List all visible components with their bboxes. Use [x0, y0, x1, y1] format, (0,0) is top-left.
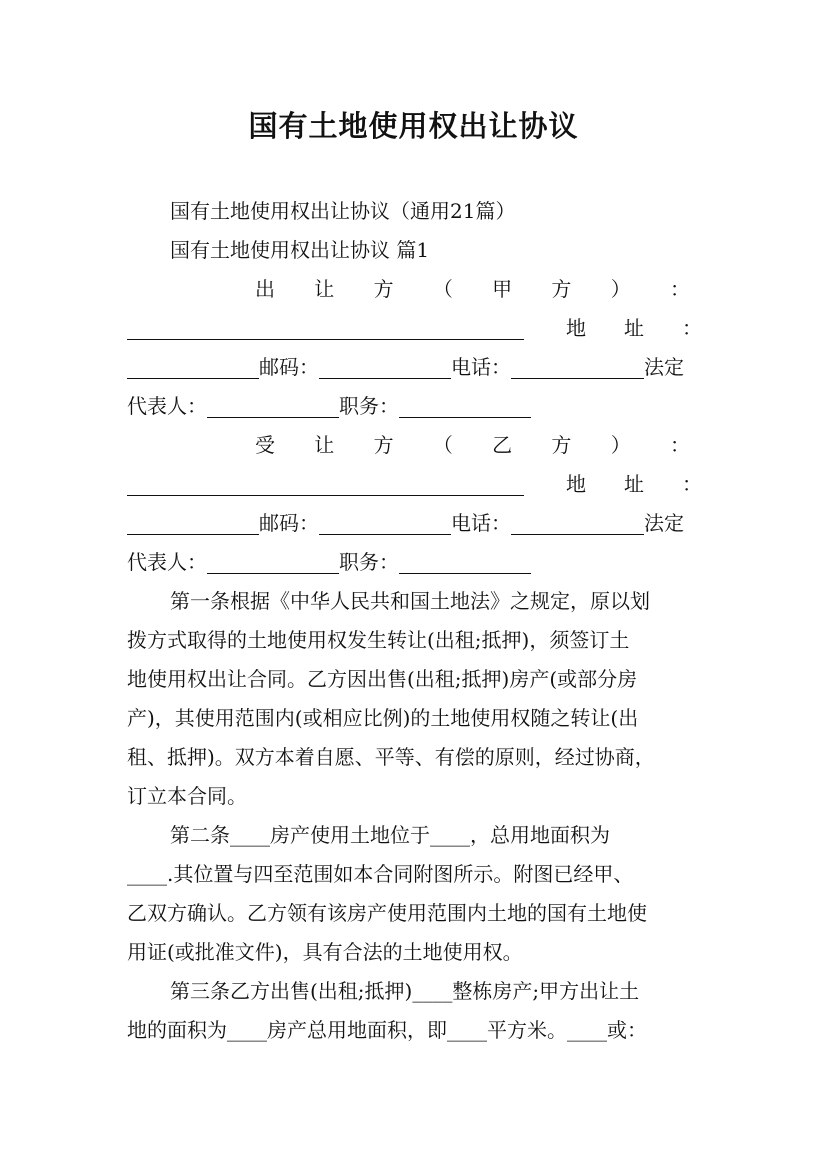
party-b-address-blank[interactable] [127, 512, 259, 535]
party-a-char: ： [669, 277, 690, 301]
address-label: 址 [624, 472, 644, 496]
address-label: 址 [624, 316, 644, 340]
chapter-heading: 国有土地使用权出让协议 篇1 [170, 238, 430, 262]
address-label: 地 [566, 472, 586, 496]
article1-line: 地使用权出让合同。乙方因出售(出租;抵押)房产(或部分房 [127, 667, 638, 691]
postcode-label: 邮码： [259, 511, 319, 535]
legal-rep-label: 代表人： [127, 550, 207, 574]
party-b-address-row [127, 472, 702, 496]
postcode-label: 邮码： [259, 355, 319, 379]
article1-line: 拨方式取得的土地使用权发生转让(出租;抵押)，须签订土 [127, 628, 630, 652]
party-b-position-blank[interactable] [399, 551, 531, 574]
article2-line: 乙双方确认。乙方领有该房产使用范围内土地的国有土地使 [127, 901, 647, 925]
party-a-rep-row [127, 394, 702, 418]
address-colon: ： [682, 316, 702, 340]
article2-line: 用证(或批准文件)，具有合法的土地使用权。 [127, 940, 523, 964]
party-b-rep-row [127, 550, 702, 574]
document-subtitle: 国有土地使用权出让协议（通用21篇） [170, 199, 516, 223]
party-b-char: （ [432, 433, 453, 457]
party-b-rep-blank[interactable] [207, 551, 339, 574]
party-b-phone-blank[interactable] [511, 512, 644, 535]
party-a-char: （ [432, 277, 453, 301]
phone-label: 电话： [451, 511, 511, 535]
legal-rep-label: 代表人： [127, 394, 207, 418]
party-a-address-row [127, 316, 702, 340]
document-title: 国有土地使用权出让协议 [248, 109, 579, 143]
address-label: 地 [566, 316, 586, 340]
article1-line: 产)，其使用范围内(或相应比例)的土地使用权随之转让(出 [127, 706, 639, 730]
article3-line: 第三条乙方出售(出租;抵押)____整栋房产;甲方出让土 [170, 979, 640, 1003]
party-a-heading [255, 277, 690, 301]
party-b-char: 受 [255, 433, 275, 457]
party-b-char: 乙 [492, 433, 513, 457]
party-a-char: ） [610, 277, 631, 301]
legal-rep-label: 法定 [644, 511, 684, 535]
party-a-contact-row [127, 355, 702, 379]
party-b-postcode-blank[interactable] [319, 512, 451, 535]
party-a-phone-blank[interactable] [511, 356, 644, 379]
party-b-char: 方 [373, 433, 394, 457]
article1-line: 第一条根据《中华人民共和国土地法》之规定，原以划 [170, 589, 650, 613]
party-a-char: 甲 [492, 277, 513, 301]
party-b-char: ） [610, 433, 631, 457]
party-a-address-blank[interactable] [127, 356, 259, 379]
party-a-char: 让 [314, 277, 335, 301]
article2-line: 第二条____房产使用土地位于____，总用地面积为 [170, 823, 610, 847]
party-a-position-blank[interactable] [399, 395, 531, 418]
party-a-char: 出 [255, 277, 275, 301]
address-colon: ： [682, 472, 702, 496]
party-a-char: 方 [373, 277, 394, 301]
party-b-char: ： [669, 433, 690, 457]
phone-label: 电话： [451, 355, 511, 379]
position-label: 职务： [339, 394, 399, 418]
party-b-char: 方 [551, 433, 572, 457]
party-b-char: 让 [314, 433, 335, 457]
party-a-char: 方 [551, 277, 572, 301]
article1-line: 订立本合同。 [127, 784, 247, 808]
party-a-postcode-blank[interactable] [319, 356, 451, 379]
article2-line: ____.其位置与四至范围如本合同附图所示。附图已经甲、 [127, 862, 634, 886]
party-b-name-blank[interactable] [127, 473, 524, 496]
party-b-heading [255, 433, 690, 457]
party-a-name-blank[interactable] [127, 317, 524, 340]
legal-rep-label: 法定 [644, 355, 684, 379]
party-b-contact-row [127, 511, 702, 535]
party-a-rep-blank[interactable] [207, 395, 339, 418]
article3-line: 地的面积为____房产总用地面积，即____平方米。____或： [127, 1018, 647, 1042]
article1-line: 租、抵押)。双方本着自愿、平等、有偿的原则，经过协商， [127, 745, 655, 769]
position-label: 职务： [339, 550, 399, 574]
